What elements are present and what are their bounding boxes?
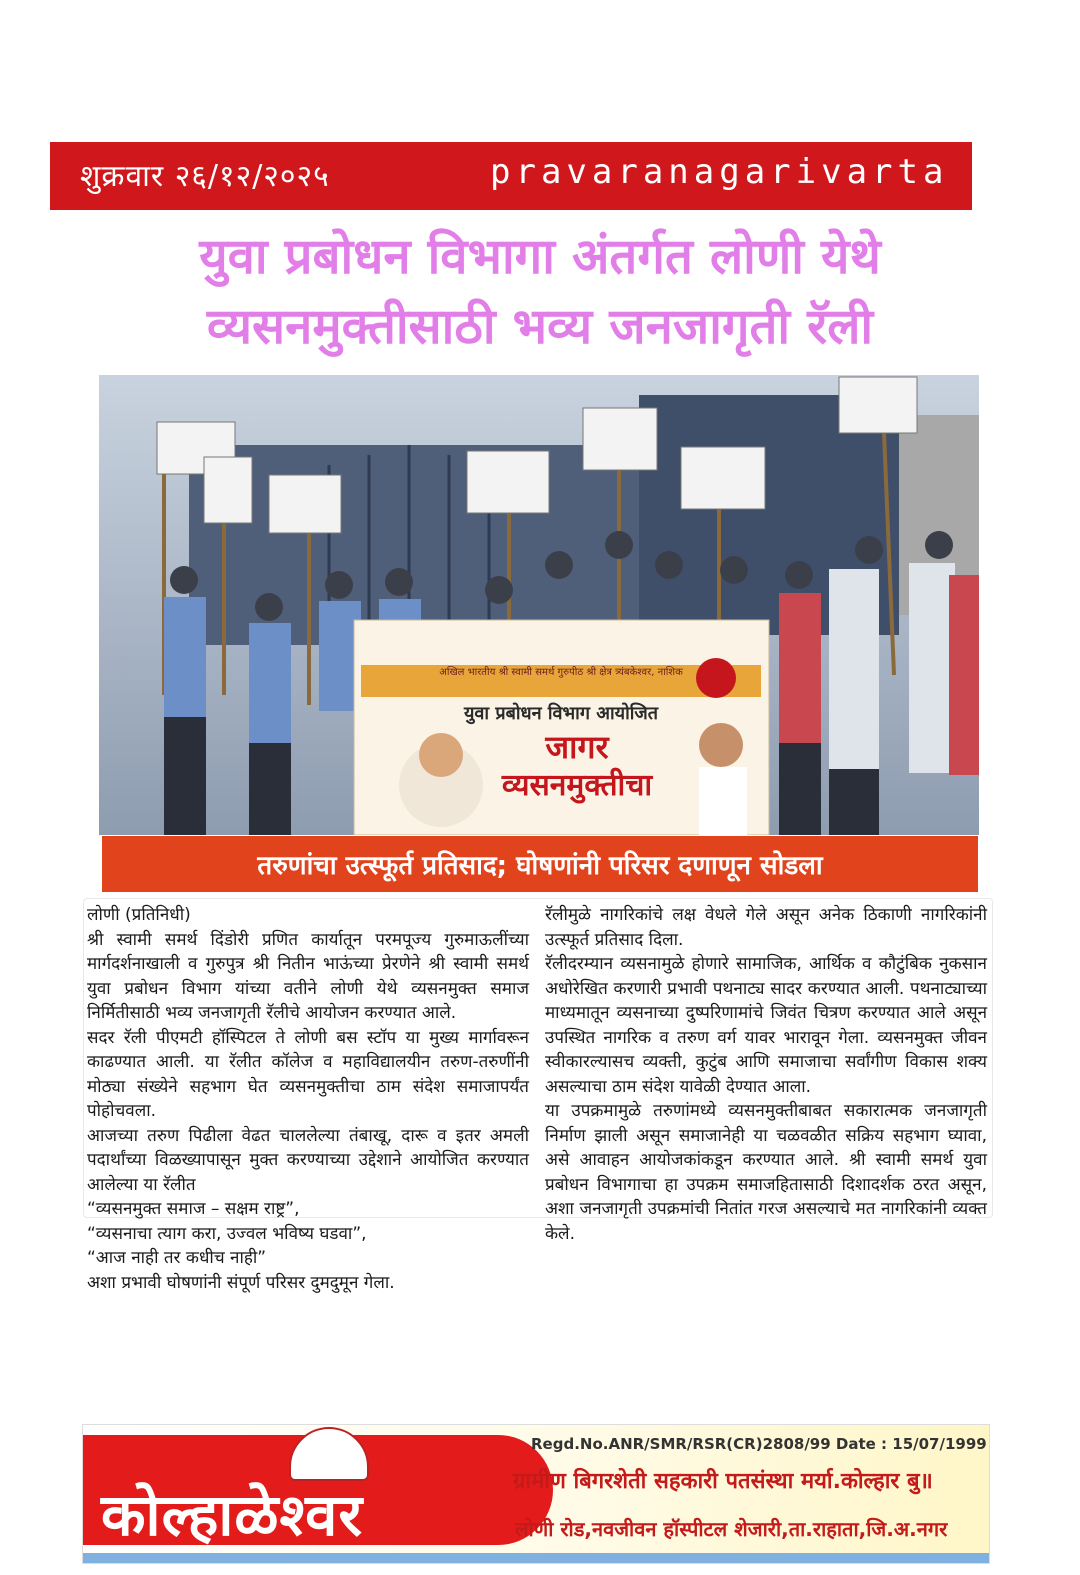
header-bar [50,142,972,210]
article-paragraph: श्री स्वामी समर्थ दिंडोरी प्रणित कार्यातून परमपूज्य गुरुमाऊलींच्या मार्गदर्शनाखाली व गुरुपुत्र श्री नितीन भाऊंच्या प्रेरणेने श्री स्वामी समर्थ युवा प्रबोधन विभाग यांच्या वतीने लोणी येथे व्यसनमुक्त समाज निर्मितीसाठी भव्य जनजागृती रॅलीचे आयोजन करण्यात आले. [87,929,529,1023]
banner-title-2: व्यसनमुक्तीचा [501,768,653,803]
issue-date: शुक्रवार २६/१२/२०२५ [80,159,330,194]
article-paragraph: या उपक्रमामुळे तरुणांमध्ये व्यसनमुक्तीबाबत सकारात्मक जनजागृती निर्माण झाली असून समाजानेही या चळवळीत सक्रिय सहभाग घ्यावा, असे आवाहन आयोजकांकडून करण्यात आले. श्री स्वामी समर्थ युवा प्रबोधन विभागाचा हा उपक्रम समाजहितासाठी दिशादर्शक ठरत असून, अशा जनजागृती उपक्रमांची नितांत गरज असल्याचे मत नागरिकांनी व्यक्त केले. [545,1101,987,1244]
advertisement-banner [82,1424,990,1564]
slogan: “आज नाही तर कधीच नाही” [87,1248,267,1268]
article-paragraph: लोणी (प्रतिनिधी) [87,905,191,925]
banner-title-1: जागर [545,728,609,766]
site-name: pravaranagarivarta [490,152,949,192]
article-column-left [87,903,529,1295]
slogan: “व्यसनमुक्त समाज – सक्षम राष्ट्र”, [87,1199,300,1219]
article-column-right [545,903,987,1246]
subheading: तरुणांचा उत्स्फूर्त प्रतिसाद; घोषणांनी परिसर दणाणून सोडला [102,836,978,892]
headline [60,222,1020,362]
jagar-banner [354,620,769,835]
banner-org-text: युवा प्रबोधन विभाग आयोजित [463,703,659,724]
ad-brand-name: कोल्हाळेश्वर [101,1481,364,1549]
article-paragraph: रॅलीदरम्यान व्यसनामुळे होणारे सामाजिक, आर्थिक व कौटुंबिक नुकसान अधोरेखित करणारी प्रभावी पथनाट्य सादर करण्यात आली. पथनाट्याच्या माध्यमातून व्यसनाच्या दुष्परिणामांचे जिवंत चित्रण करण्यात आले असून उपस्थित नागरिक व तरुण वर्ग यावर भारावून गेला. व्यसनमुक्त जीवन स्वीकारल्यासच व्यक्ती, कुटुंब आणि समाजाचा सर्वांगीण विकास शक्य असल्याचा ठाम संदेश यावेळी देण्यात आला. [545,954,987,1097]
article-paragraph: आजच्या तरुण पिढीला वेढत चाललेल्या तंबाखू, दारू व इतर अमली पदार्थांच्या विळख्यापासून मुक्त करण्याच्या उद्देशाने आयोजित करण्यात आलेल्या या रॅलीत [87,1125,529,1195]
article-paragraph: सदर रॅली पीएमटी हॉस्पिटल ते लोणी बस स्टॉप या मुख्य मार्गावरून काढण्यात आली. या रॅलीत कॉलेज व महाविद्यालयीन तरुण-तरुणींनी मोठ्या संख्येने सहभाग घेत व्यसनमुक्तीचा ठाम संदेश समाजापर्यंत पोहोचवला. [87,1027,529,1121]
ad-bottom-stripe [83,1553,989,1563]
slogan: “व्यसनाचा त्याग करा, उज्वल भविष्य घडवा”, [87,1223,367,1244]
article-paragraph: रॅलीमुळे नागरिकांचे लक्ष वेधले गेले असून अनेक ठिकाणी नागरिकांनी उत्स्फूर्त प्रतिसाद दिला. [545,905,987,950]
article-paragraph: अशा प्रभावी घोषणांनी संपूर्ण परिसर दुमदुमून गेला. [87,1272,395,1293]
rally-photo [99,375,979,835]
banner-top-text: अखिल भारतीय श्री स्वामी समर्थ गुरुपीठ श्री क्षेत्र त्र्यंबकेश्वर, नाशिक [439,667,683,678]
headline-line-2: व्यसनमुक्तीसाठी भव्य जनजागृती रॅली [206,298,874,355]
headline-line-1: युवा प्रबोधन विभागा अंतर्गत लोणी येथे [199,228,881,285]
ad-society-name: ग्रामीण बिगरशेती सहकारी पतसंस्था मर्या.कोल्हार बु॥ [513,1469,933,1494]
ad-registration: Regd.No.ANR/SMR/RSR(CR)2808/99 Date : 15/07/1999 [531,1435,987,1453]
ad-address: लोणी रोड,नवजीवन हॉस्पीटल शेजारी,ता.राहाता,जि.अ.नगर [515,1517,948,1541]
rally-photo-illustration [99,375,979,835]
